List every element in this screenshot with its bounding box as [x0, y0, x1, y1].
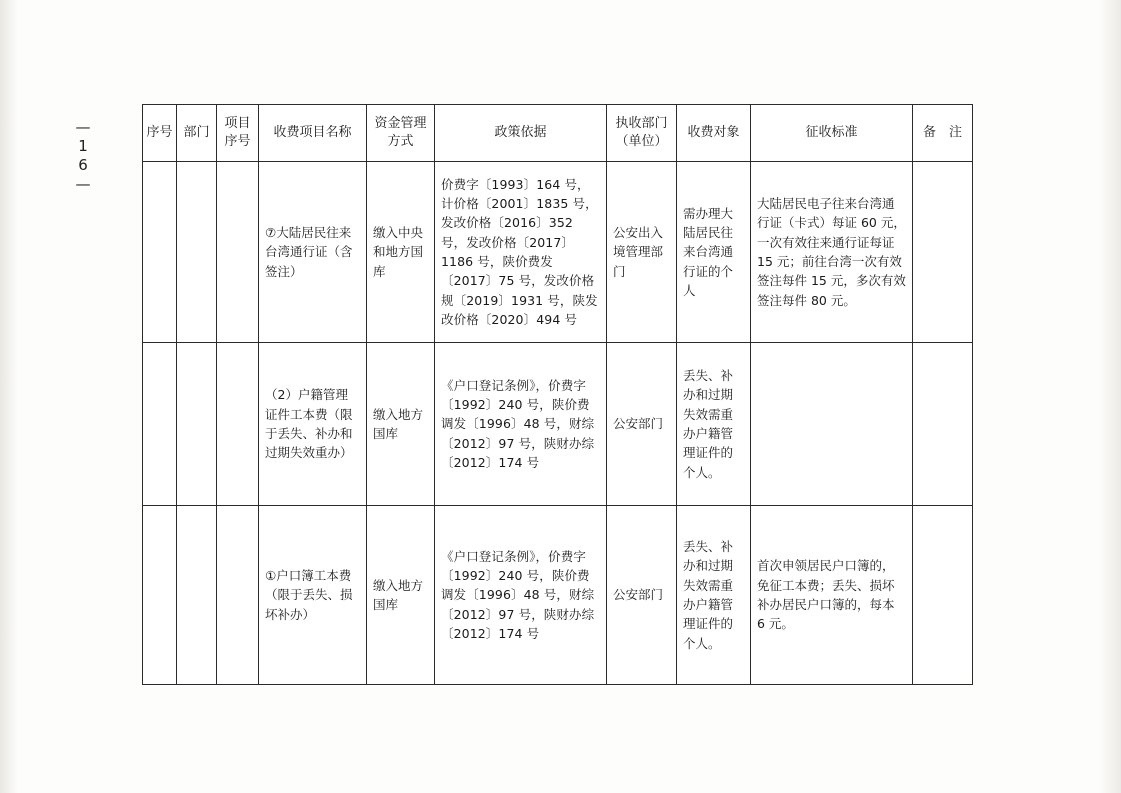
cell-item-no: [217, 162, 259, 343]
cell-object: 丢失、补办和过期失效需重办户籍管理证件的个人。: [677, 506, 751, 685]
fee-standards-table: [142, 104, 973, 685]
cell-seq: [143, 343, 177, 506]
header-item-no-line2: 序号: [224, 134, 251, 149]
table-row: [143, 162, 973, 343]
header-name: 收费项目名称: [259, 105, 367, 162]
header-item-no-line1: 项目: [224, 116, 251, 132]
cell-exec: 公安出入境管理部门: [607, 162, 677, 343]
table-header-row: [143, 105, 973, 162]
table-row: [143, 343, 973, 506]
cell-policy: 价费字〔1993〕164 号，计价格〔2001〕1835 号，发改价格〔2016〕352 号，发改价格〔2017〕1186 号，陕价费发〔2017〕75 号，发改价格规〔2019〕1931 号，陕发改价格〔2020〕494 号: [435, 162, 607, 343]
cell-standard: [751, 343, 913, 506]
header-fund-line1: 资金管理: [374, 116, 427, 132]
cell-seq: [143, 162, 177, 343]
cell-object: 丢失、补办和过期失效需重办户籍管理证件的个人。: [677, 343, 751, 506]
cell-fund: 缴入地方国库: [367, 343, 435, 506]
header-item-no: [217, 105, 259, 162]
header-exec-line1: 执收部门: [615, 116, 668, 132]
cell-remark: [913, 506, 973, 685]
cell-fund: 缴入中央和地方国库: [367, 162, 435, 343]
header-remark: 备 注: [913, 105, 973, 162]
cell-object: 需办理大陆居民往来台湾通行证的个人: [677, 162, 751, 343]
header-policy: 政策依据: [435, 105, 607, 162]
cell-name: （2）户籍管理证件工本费（限于丢失、补办和过期失效重办）: [259, 343, 367, 506]
header-object: 收费对象: [677, 105, 751, 162]
header-seq: 序号: [143, 105, 177, 162]
cell-item-no: [217, 343, 259, 506]
cell-fund: 缴入地方国库: [367, 506, 435, 685]
cell-seq: [143, 506, 177, 685]
table-row: [143, 506, 973, 685]
header-fund-line2: 方式: [387, 134, 414, 149]
cell-dept: [177, 343, 217, 506]
header-exec-line2: （单位）: [615, 134, 668, 149]
cell-remark: [913, 343, 973, 506]
cell-name: ⑦大陆居民往来台湾通行证（含签注）: [259, 162, 367, 343]
page-number: —16—: [74, 118, 92, 194]
header-dept: 部门: [177, 105, 217, 162]
cell-dept: [177, 162, 217, 343]
cell-remark: [913, 162, 973, 343]
cell-exec: 公安部门: [607, 506, 677, 685]
cell-policy: 《户口登记条例》，价费字〔1992〕240 号，陕价费调发〔1996〕48 号，财综〔2012〕97 号，陕财办综〔2012〕174 号: [435, 343, 607, 506]
header-fund: [367, 105, 435, 162]
cell-exec: 公安部门: [607, 343, 677, 506]
cell-standard: 首次申领居民户口簿的，免征工本费；丢失、损坏补办居民户口簿的，每本 6 元。: [751, 506, 913, 685]
header-exec: [607, 105, 677, 162]
cell-item-no: [217, 506, 259, 685]
cell-dept: [177, 506, 217, 685]
header-standard: 征收标准: [751, 105, 913, 162]
cell-policy: 《户口登记条例》，价费字〔1992〕240 号，陕价费调发〔1996〕48 号，财综〔2012〕97 号，陕财办综〔2012〕174 号: [435, 506, 607, 685]
cell-standard: 大陆居民电子往来台湾通行证（卡式）每证 60 元，一次有效往来通行证每证 15 元；前往台湾一次有效签注每件 15 元，多次有效签注每件 80 元。: [751, 162, 913, 343]
cell-name: ①户口簿工本费（限于丢失、损坏补办）: [259, 506, 367, 685]
